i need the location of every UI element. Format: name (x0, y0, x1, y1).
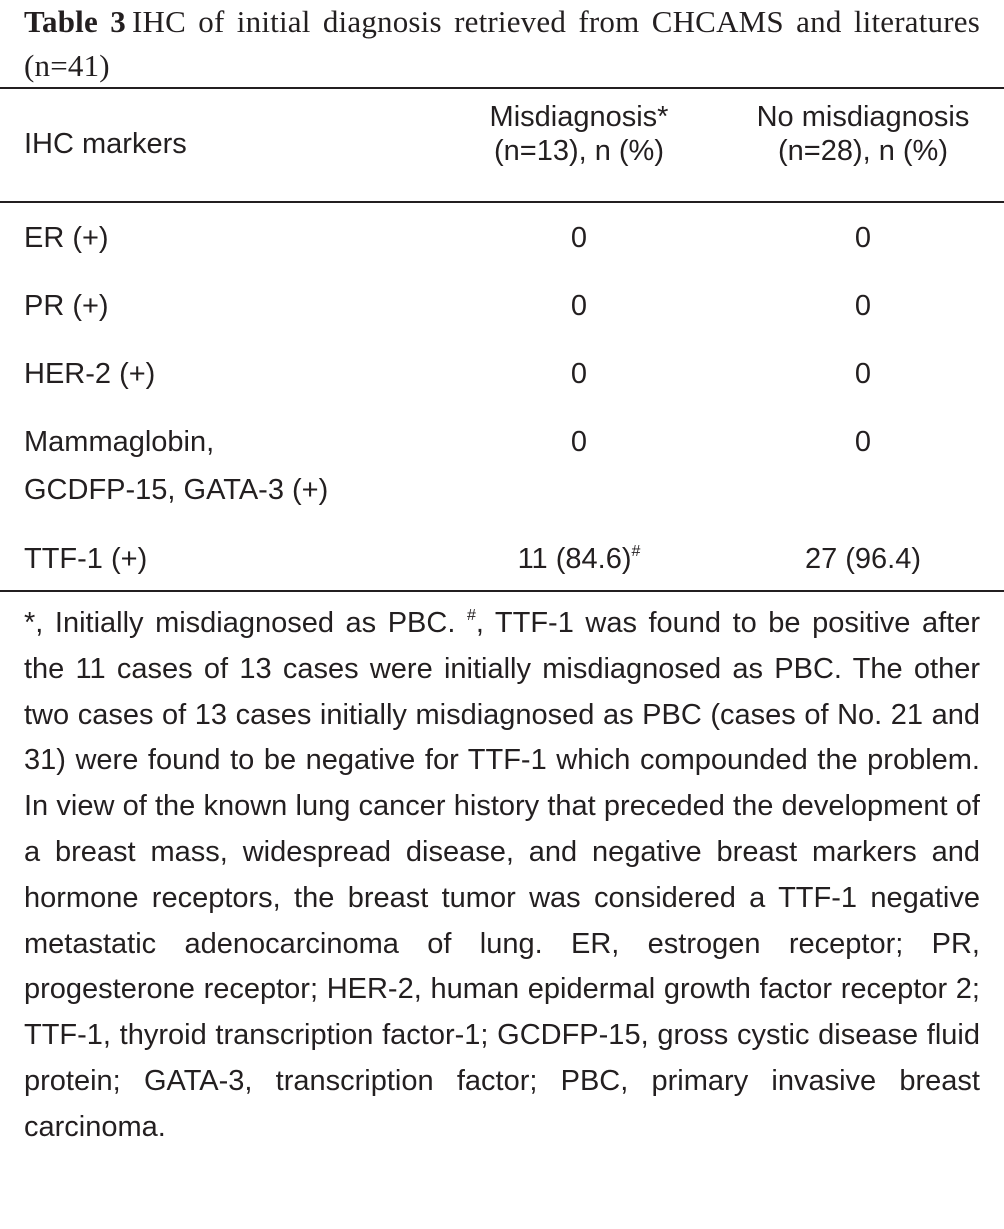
ihc-table-header (0, 100, 1004, 190)
table-row (0, 357, 1004, 425)
ihc-table-body (0, 221, 1004, 602)
table-row (0, 542, 1004, 602)
star-footnote-text: , Initially misdiagnosed as PBC. (35, 607, 467, 639)
table-title: IHC of initial diagnosis retrieved from CHCAMS and literatures (n=41) (24, 4, 980, 83)
header-row (0, 100, 1004, 190)
header-no-misdiagnosis (722, 100, 1004, 190)
row-no-misdiagnosis-value: 0 (854, 222, 872, 254)
hash-footnote-text: , TTF-1 was found to be positive after the 11 cases of 13 cases were initially misdiagnosed as PBC. The other two cases of 13 cases initially misdiagnosed as PBC (cases of No. 21 and 31) were found to be negative for TTF-1 which compounded the problem. In view of the known lung cancer history that preceded the development of a breast mass, widespread disease, and negative breast markers and hormone receptors, the breast tumor was considered a TTF-1 negative metastatic adenocarcinoma of lung. ER, estrogen receptor; PR, progesterone receptor; HER-2, human epidermal growth factor receptor 2; TTF-1, thyroid transcription factor-1; GCDFP-15, gross cystic disease fluid protein; GATA-3, transcription factor; PBC, primary invasive breast carcinoma. (24, 607, 980, 1143)
row-marker: TTF-1 (+) (24, 543, 148, 575)
header-no-misdiagnosis-line2: (n=28), n (%) (777, 135, 949, 167)
header-misdiagnosis-line2: (n=13), n (%) (493, 135, 665, 167)
row-misdiagnosis-value: 0 (570, 290, 588, 322)
header-rule (0, 201, 1004, 203)
table-row (0, 289, 1004, 357)
header-misdiagnosis-line1: Misdiagnosis* (489, 101, 669, 133)
row-marker (0, 425, 436, 542)
row-misdiagnosis-value: 0 (570, 426, 588, 458)
row-no-misdiagnosis-value: 0 (854, 290, 872, 322)
row-marker-line1: Mammaglobin, (24, 426, 215, 458)
row-misdiagnosis-value: 0 (570, 358, 588, 390)
row-marker-line2: GCDFP-15, GATA-3 (+) (24, 474, 329, 506)
row-marker: PR (+) (24, 290, 109, 322)
row-misdiagnosis-value: 0 (570, 222, 588, 254)
bottom-rule (0, 590, 1004, 592)
row-no-misdiagnosis-value: 0 (854, 426, 872, 458)
top-rule (0, 87, 1004, 89)
hash-footnote-mark: # (631, 543, 641, 560)
hash-footnote-mark: # (466, 607, 476, 624)
header-misdiagnosis (436, 100, 722, 190)
row-misdiagnosis-value (436, 542, 722, 602)
table-footnote (24, 601, 980, 1151)
table-label: Table 3 (24, 4, 126, 39)
row-no-misdiagnosis-value: 0 (854, 358, 872, 390)
row-no-misdiagnosis-value: 27 (96.4) (804, 543, 922, 575)
header-no-misdiagnosis-line1: No misdiagnosis (756, 101, 970, 133)
star-footnote-mark: * (24, 607, 36, 639)
table-row (0, 425, 1004, 542)
misdiagnosis-value-text: 11 (84.6) (517, 543, 632, 575)
table-caption (24, 0, 980, 88)
table-caption-block (24, 0, 980, 88)
table-row (0, 221, 1004, 289)
header-ihc-markers: IHC markers (24, 128, 187, 160)
row-marker: HER-2 (+) (24, 358, 156, 390)
row-marker: ER (+) (24, 222, 109, 254)
